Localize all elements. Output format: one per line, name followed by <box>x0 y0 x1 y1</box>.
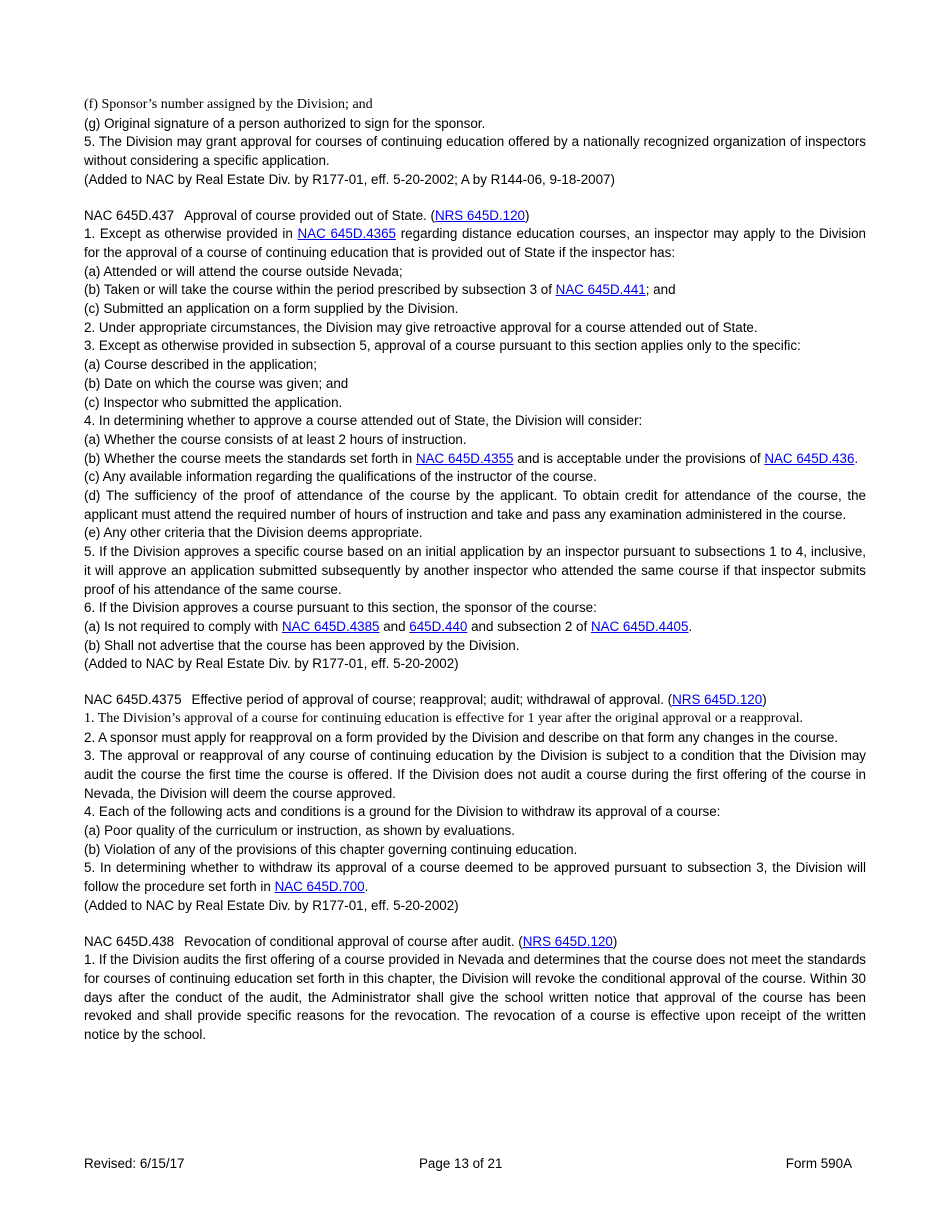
item-g: (g) Original signature of a person authorized to sign for the sponsor. <box>84 115 486 131</box>
nac-4405-link[interactable]: NAC 645D.4405 <box>590 618 689 634</box>
item-b: (b) Shall not advertise that the course has been approved by the Division. <box>84 637 520 653</box>
authority-link[interactable]: NRS 645D.120 <box>434 207 526 223</box>
item-c: (c) Inspector who submitted the application. <box>84 394 343 410</box>
nac-4355-link[interactable]: NAC 645D.4355 <box>415 450 514 466</box>
paragraph-5: 5. The Division may grant approval for courses of continuing education offered by a nationally recognized organization of inspectors without considering a specific application. <box>84 134 866 169</box>
paragraph-3: 3. Except as otherwise provided in subsection 5, approval of a course pursuant to this section applies only to the specific: <box>84 338 801 354</box>
nac-700-link[interactable]: NAC 645D.700 <box>274 879 365 895</box>
form-number: Form 590A <box>785 1156 852 1171</box>
revised-date: Revised: 6/15/17 <box>84 1156 185 1171</box>
paragraph-5: 5. In determining whether to withdraw its approval of a course deemed to be approved pursuant to subsection 3, the Division will follow the procedure set forth in NAC 645D.700. <box>84 860 866 895</box>
section-number: NAC 645D.437 <box>84 207 175 223</box>
paragraph-2: 2. Under appropriate circumstances, the Division may give retroactive approval for a course attended out of State. <box>84 319 758 335</box>
paragraph-1: 1. The Division’s approval of a course for continuing education is effective for 1 year after the original approval or a reapproval. <box>84 710 804 726</box>
item-d: (d) The sufficiency of the proof of attendance of the course by the applicant. To obtain credit for attendance of the course, the applicant must attend the required number of hours of instruction and take and pass any examination administered in the course. <box>84 488 866 522</box>
paragraph-1: 1. If the Division audits the first offering of a course provided in Nevada and determines that the course does not meet the standards for courses of continuing education set forth in this chapter, the Division will revoke the conditional approval of the course. Within 30 days after the conduct of the audit, the Administrator shall give the school written notice that approval of the course has been revoked and shall provide specific reasons for the revocation. The revocation of a course is effective upon receipt of the written notice by the school. <box>84 952 866 1043</box>
section-heading-438: NAC 645D.438 Revocation of conditional approval of course after audit. (NRS 645D.120) <box>84 933 618 949</box>
history-note: (Added to NAC by Real Estate Div. by R177-01, eff. 5-20-2002; A by R144-06, 9-18-2007) <box>84 171 615 187</box>
authority-link[interactable]: NRS 645D.120 <box>672 692 763 708</box>
page-number: Page 13 of 21 <box>419 1156 503 1171</box>
authority-link[interactable]: NRS 645D.120 <box>522 933 613 949</box>
item-f: (f) Sponsor’s number assigned by the Division; and <box>84 97 373 112</box>
item-a: (a) Is not required to comply with NAC 645D.4385 and 645D.440 and subsection 2 of NAC 645D.4405. <box>84 618 693 634</box>
paragraph-4: 4. Each of the following acts and conditions is a ground for the Division to withdraw its approval of a course: <box>84 804 721 820</box>
section-title: Effective period of approval of course; reapproval; audit; withdrawal of approval. ( <box>191 692 673 708</box>
document-body <box>84 96 866 1045</box>
item-a: (a) Attended or will attend the course outside Nevada; <box>84 263 403 279</box>
section-title: Approval of course provided out of State. ( <box>184 207 435 223</box>
item-b: (b) Taken or will take the course within the period prescribed by subsection 3 of NAC 645D.441; and <box>84 282 676 298</box>
item-c: (c) Submitted an application on a form supplied by the Division. <box>84 301 459 317</box>
item-a: (a) Course described in the application; <box>84 357 317 373</box>
section-heading-437: NAC 645D.437 Approval of course provided out of State. (NRS 645D.120) <box>84 207 530 223</box>
paragraph-6: 6. If the Division approves a course pursuant to this section, the sponsor of the course: <box>84 600 597 616</box>
paragraph-2: 2. A sponsor must apply for reapproval on a form provided by the Division and describe on that form any changes in the course. <box>84 729 839 745</box>
item-b: (b) Date on which the course was given; and <box>84 375 349 391</box>
nac-441-link[interactable]: NAC 645D.441 <box>555 282 646 298</box>
item-a: (a) Whether the course consists of at least 2 hours of instruction. <box>84 431 467 447</box>
section-title: Revocation of conditional approval of course after audit. ( <box>184 933 523 949</box>
paragraph-3: 3. The approval or reapproval of any course of continuing education by the Division is subject to a condition that the Division may audit the course the first time the course is offered. If the Division does not audit a course during the first offering of the course in Nevada, the Division will deem the course approved. <box>84 748 866 801</box>
history-note: (Added to NAC by Real Estate Div. by R177-01, eff. 5-20-2002) <box>84 656 459 672</box>
item-b: (b) Violation of any of the provisions of this chapter governing continuing education. <box>84 841 578 857</box>
paragraph-4: 4. In determining whether to approve a course attended out of State, the Division will consider: <box>84 413 643 429</box>
section-number: NAC 645D.438 <box>84 933 175 949</box>
nac-440-link[interactable]: 645D.440 <box>409 618 468 634</box>
item-c: (c) Any available information regarding the qualifications of the instructor of the course. <box>84 469 597 485</box>
nac-4365-link[interactable]: NAC 645D.4365 <box>297 226 397 242</box>
section-heading-4375: NAC 645D.4375 Effective period of approval of course; reapproval; audit; withdrawal of approval. (NRS 645D.120) <box>84 692 767 708</box>
item-e: (e) Any other criteria that the Division deems appropriate. <box>84 525 423 541</box>
section-number: NAC 645D.4375 <box>84 692 182 708</box>
paragraph-5: 5. If the Division approves a specific course based on an initial application by an inspector pursuant to subsections 1 to 4, inclusive, it will approve an application submitted subsequently by another inspector who attended the same course if that inspector submits proof of his attendance of the same course. <box>84 544 866 597</box>
history-note: (Added to NAC by Real Estate Div. by R177-01, eff. 5-20-2002) <box>84 897 459 913</box>
nac-436-link[interactable]: NAC 645D.436 <box>764 450 855 466</box>
nac-4385-link[interactable]: NAC 645D.4385 <box>281 618 380 634</box>
item-a: (a) Poor quality of the curriculum or instruction, as shown by evaluations. <box>84 823 515 839</box>
item-b: (b) Whether the course meets the standards set forth in NAC 645D.4355 and is acceptable under the provisions of NAC 645D.436. <box>84 450 859 466</box>
paragraph-1: 1. Except as otherwise provided in NAC 645D.4365 regarding distance education courses, an inspector may apply to the Division for the approval of a course of continuing education that is provided out of State if the inspector has: <box>84 226 866 260</box>
